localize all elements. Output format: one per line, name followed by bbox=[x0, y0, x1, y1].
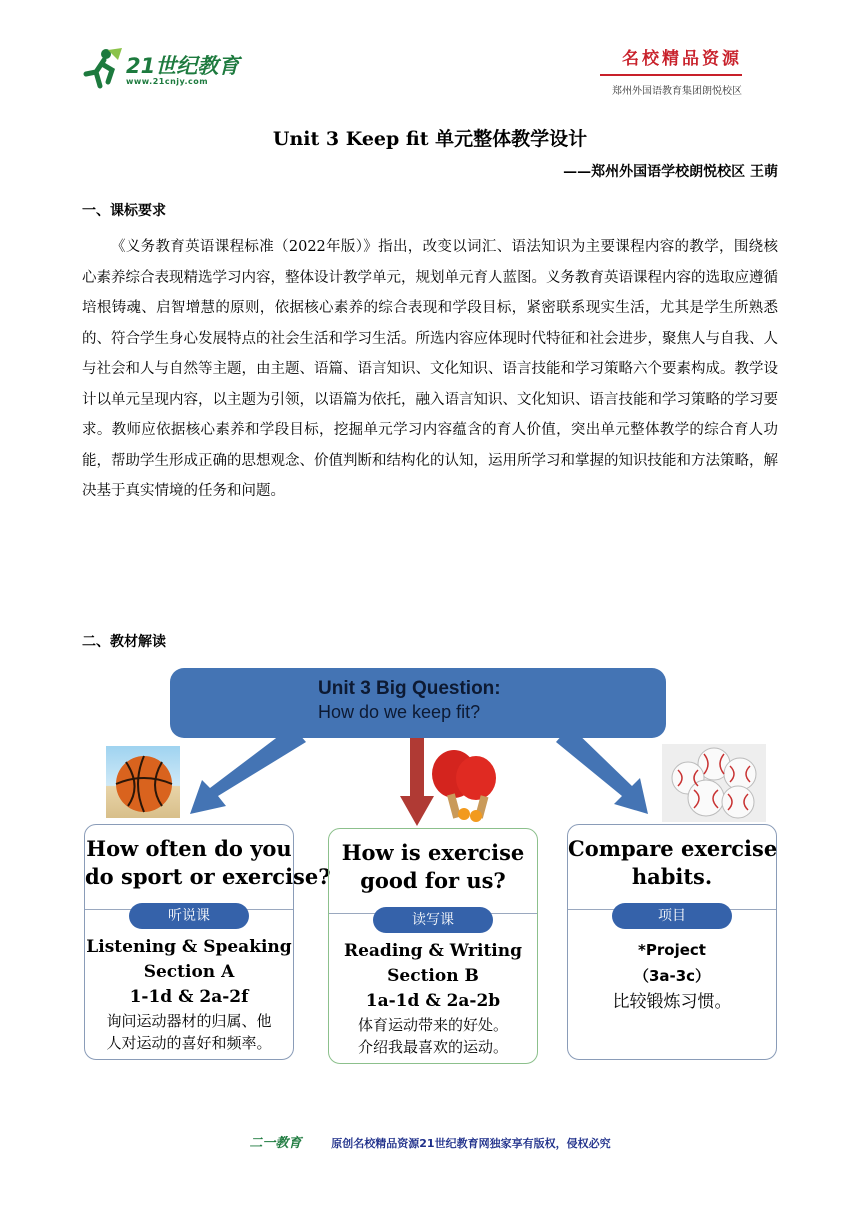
lesson-box-project bbox=[567, 824, 777, 1060]
ping-pong-image bbox=[428, 744, 504, 824]
section-body-1: 《义务教育英语课程标准（2022年版）》指出，改变以词汇、语法知识为主要课程内容的教学，围绕核心素养综合表现精选学习内容，整体设计教学单元，规划单元育人蓝图。义务教育英语课程内容的选取应遵循培根铸魂、启智增慧的原则，依据核心素养的综合表现和学段目标，紧密联系现实生活，尤其是学生所熟悉的、符合学生身心发展特点的社会生活和学习生活。所选内容应体现时代特征和社会进步，聚焦人与自我、人与社会和人与自然等主题，由主题、语篇、语言知识、文化知识、语言技能和学习策略六个要素构成。教学设计以单元呈现内容，以主题为引领，以语篇为依托，融入语言知识、文化知识、语言技能和学习策略的学习要求。教师应依据核心素养和学段目标，挖掘单元学习内容蕴含的育人价值，突出单元整体教学的综合育人功能，帮助学生形成正确的思想观念、价值判断和结构化的认知，运用所学习和掌握的知识技能和方法策略，解决基于真实情境的任务和问题。 bbox=[82, 239, 778, 499]
box-question-line-1: Compare exercise bbox=[568, 836, 778, 861]
box-desc-line-1: 询问运动器材的归属、他 bbox=[106, 1012, 272, 1030]
basketball-icon bbox=[106, 746, 180, 818]
big-question-title: Unit 3 Big Question: bbox=[318, 678, 501, 699]
arrow-right bbox=[556, 726, 648, 814]
box-section: Section A bbox=[143, 962, 235, 982]
lesson-type-tag: 项目 bbox=[612, 903, 732, 929]
box-skill: Reading & Writing bbox=[343, 941, 523, 961]
box-range: 1-1d & 2a-2f bbox=[129, 987, 249, 1007]
box-desc-line-2: 介绍我最喜欢的运动。 bbox=[357, 1038, 508, 1056]
box-range: （3a-3c） bbox=[633, 967, 711, 985]
box-section: Section B bbox=[387, 966, 479, 986]
footer-logo: 二一教育 bbox=[249, 1136, 302, 1151]
big-question-text: How do we keep fit? bbox=[318, 702, 481, 722]
logo-text: 21世纪教育 bbox=[126, 54, 240, 78]
box-question-line-1: How is exercise bbox=[341, 840, 525, 865]
lesson-box-listening bbox=[84, 824, 331, 1060]
arrow-left bbox=[190, 726, 306, 814]
box-desc-line-1: 比较锻炼习惯。 bbox=[612, 992, 732, 1012]
big-question-banner bbox=[170, 668, 666, 738]
box-question-line-2: do sport or exercise? bbox=[85, 864, 331, 889]
lesson-type-tag: 听说课 bbox=[129, 903, 249, 929]
document-author: ——郑州外国语学校朗悦校区 王萌 bbox=[563, 164, 778, 180]
brand-title: 名校精品资源 bbox=[622, 49, 742, 69]
box-range: 1a-1d & 2a-2b bbox=[365, 991, 501, 1011]
ping-pong-paddle-icon bbox=[428, 744, 504, 824]
box-desc-line-2: 人对运动的喜好和频率。 bbox=[106, 1034, 272, 1052]
box-question-line-2: habits. bbox=[631, 864, 713, 889]
logo-url: www.21cnjy.com bbox=[126, 77, 209, 86]
baseball-icon bbox=[662, 744, 766, 822]
box-skill: *Project bbox=[638, 941, 706, 959]
page-footer bbox=[0, 1132, 860, 1151]
box-question-line-1: How often do you bbox=[86, 836, 292, 861]
document-title: Unit 3 Keep fit 单元整体教学设计 bbox=[272, 128, 588, 150]
lesson-type-tag: 读写课 bbox=[373, 907, 493, 933]
section-heading-1: 一、课标要求 bbox=[82, 203, 166, 219]
lesson-box-reading bbox=[328, 828, 538, 1064]
baseballs-image bbox=[662, 744, 766, 822]
box-desc-line-1: 体育运动带来的好处。 bbox=[357, 1016, 508, 1034]
box-question-line-2: good for us? bbox=[360, 868, 506, 893]
footer-copyright: 原创名校精品资源21世纪教育网独家享有版权，侵权必究 bbox=[331, 1137, 611, 1150]
section-heading-2: 二、教材解读 bbox=[82, 634, 166, 650]
brand-subtitle: 郑州外国语教育集团朗悦校区 bbox=[612, 86, 742, 97]
box-skill: Listening & Speaking bbox=[86, 937, 292, 957]
basketball-image bbox=[106, 746, 180, 818]
